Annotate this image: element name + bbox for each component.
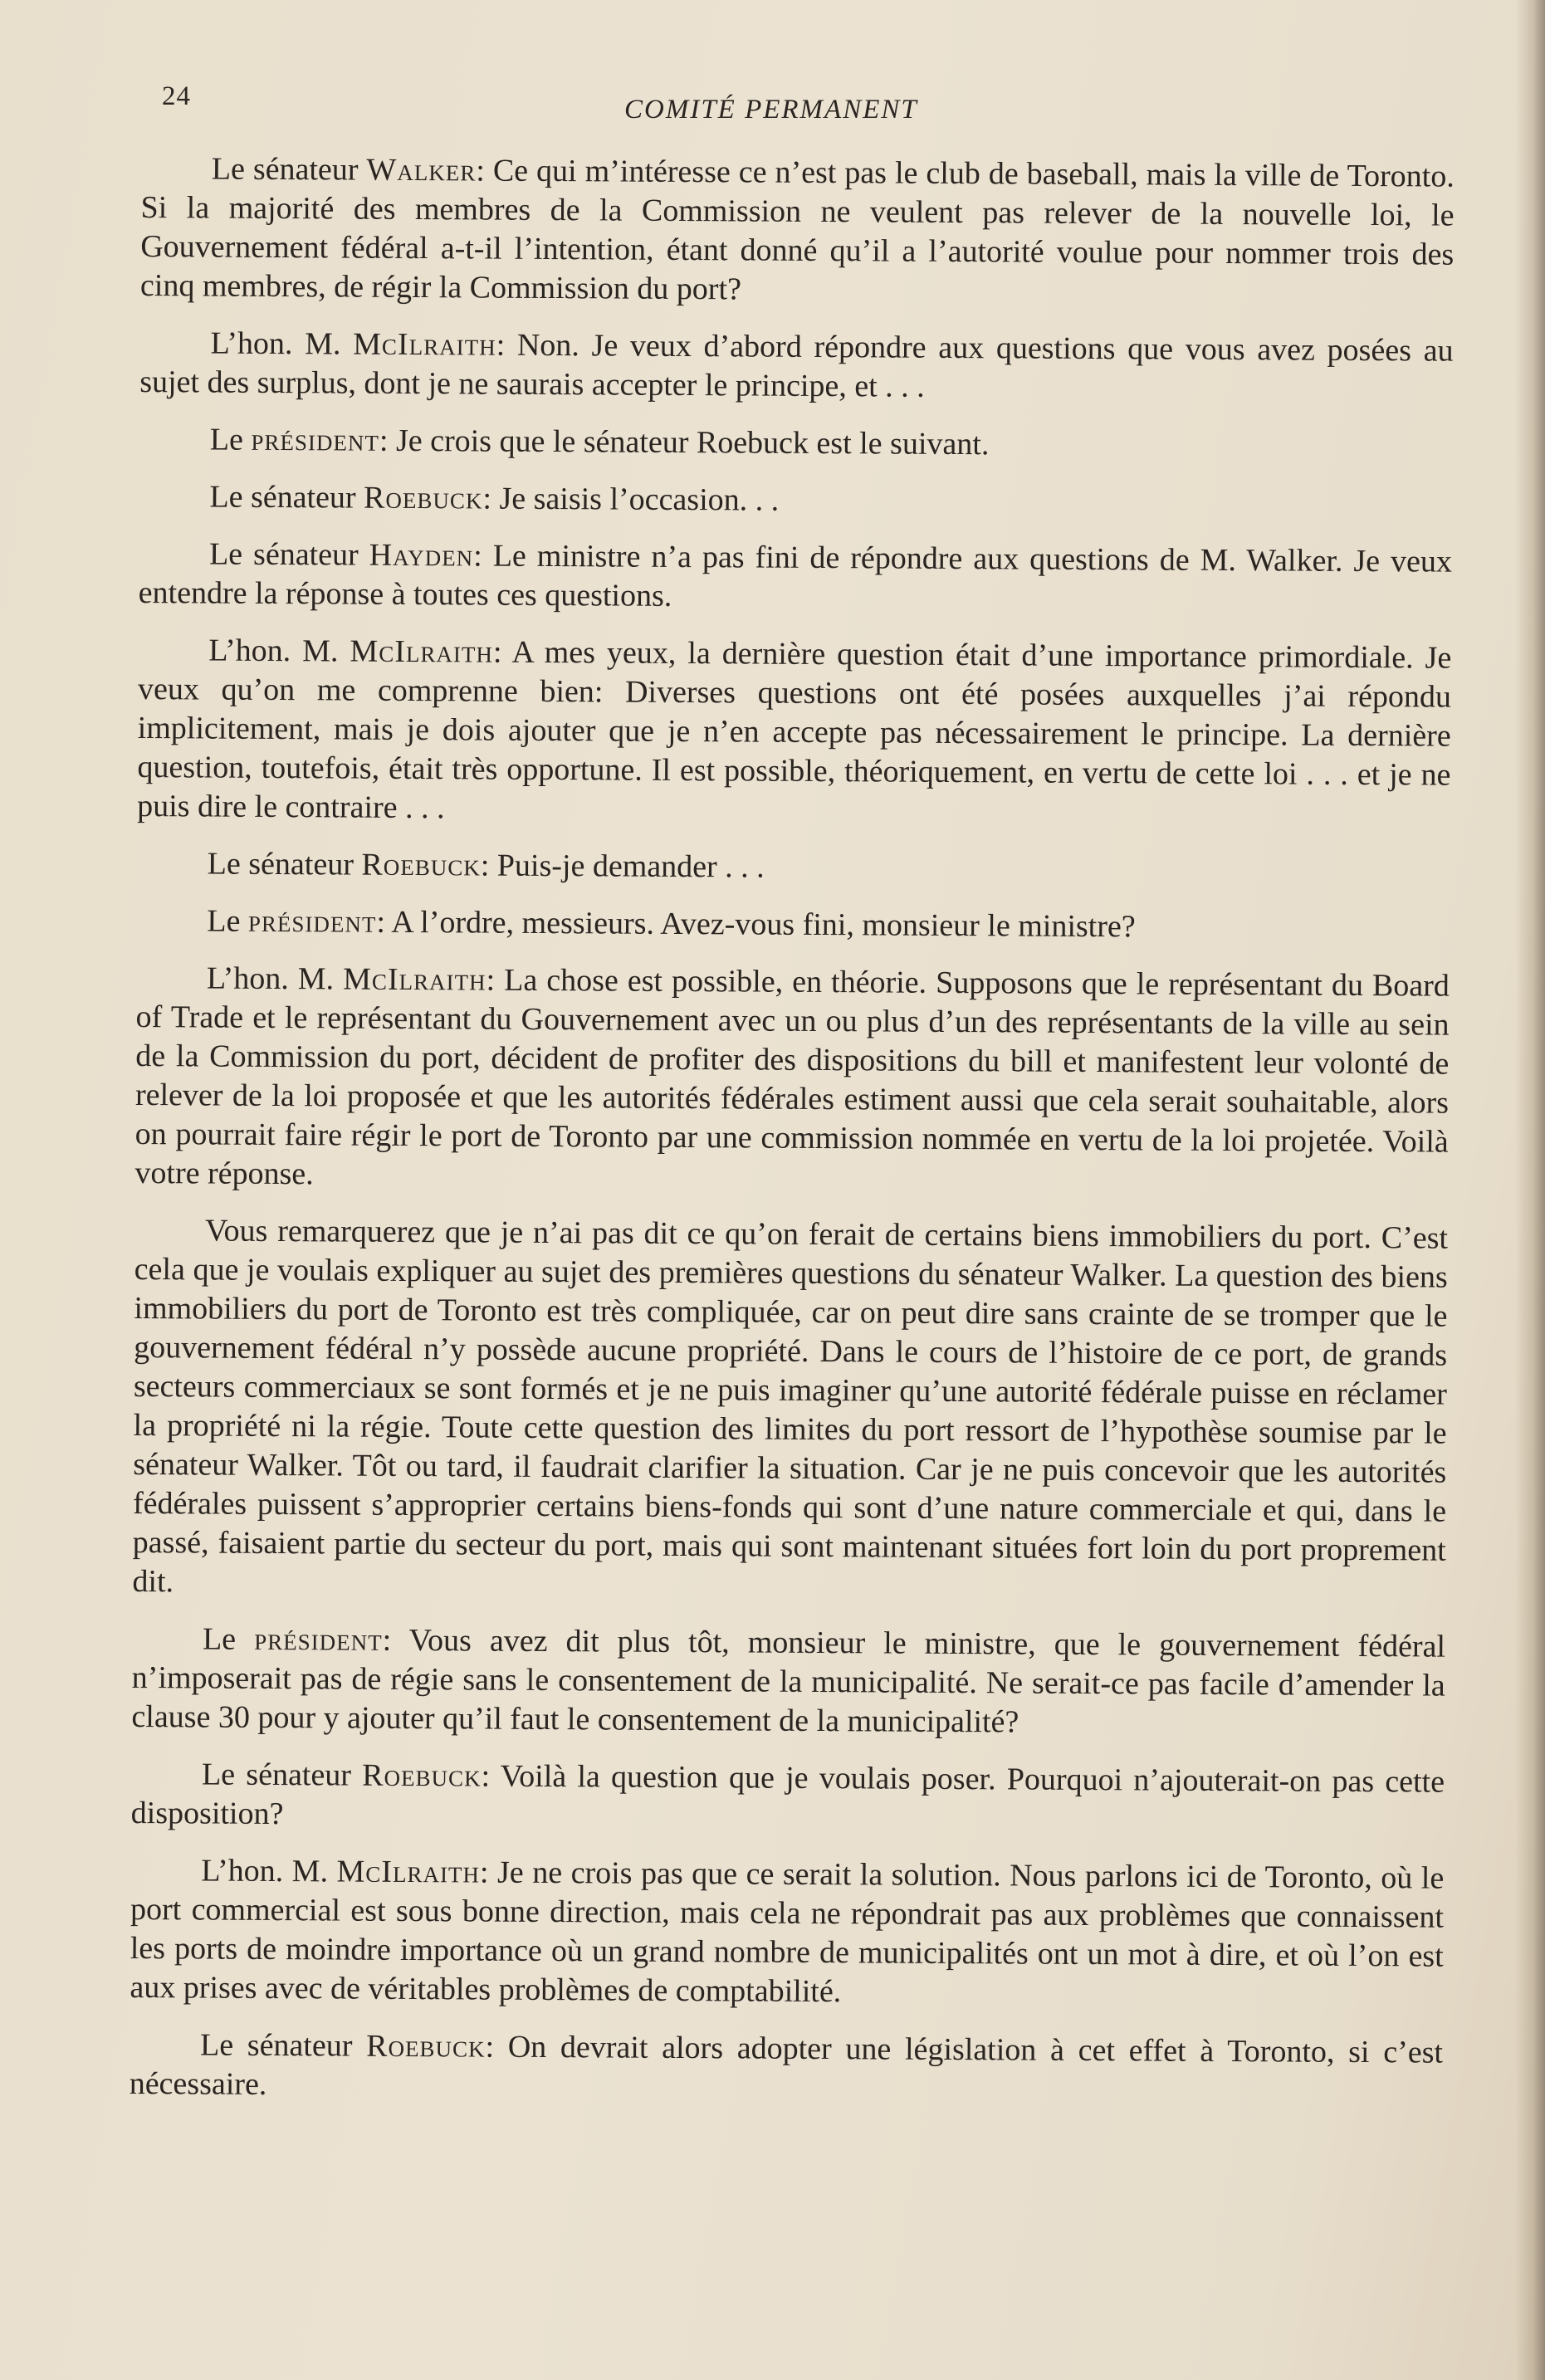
paragraph-text: : Vous avez dit plus tôt, monsieur le ministre, que le gouvernement fédéral n’imposerait pas de régie sans le consentement de la municipalité. Ne serait-ce pas facile d’amender la clause 30 pour y ajouter qu’il faut le consentement de la municipalité?	[131, 1622, 1446, 1740]
speaker-name: Roebuck	[364, 480, 483, 516]
body-text	[129, 149, 1454, 2130]
paragraph-text: : Le ministre n’a pas fini de répondre aux questions de M. Walker. Je veux entendre la réponse à toutes ces questions.	[138, 538, 1453, 613]
paragraph-text: : Je ne crois pas que ce serait la solution. Nous parlons ici de Toronto, où le port commercial est sous bonne direction, mais cela ne répondrait pas aux problèmes que connaissent les ports de moindre importance où un grand nombre de municipalités ont un mot à dire, et où l’on est aux prises avec de véritables problèmes de comptabilité.	[130, 1855, 1445, 2010]
paragraph	[136, 902, 1450, 949]
speaker-name: McIlraith	[350, 633, 494, 670]
speaker-title: Le sénateur	[201, 1757, 363, 1793]
speaker-title: L’hon. M.	[210, 325, 354, 362]
paragraph-text: : A l’ordre, messieurs. Avez-vous fini, monsieur le ministre?	[376, 904, 1136, 945]
paragraph	[137, 631, 1451, 834]
speaker-title: Le	[207, 903, 249, 939]
paragraph-text: : Je saisis l’occasion. . .	[482, 481, 780, 518]
speaker-title: L’hon. M.	[208, 633, 350, 669]
paragraph	[140, 149, 1455, 314]
paragraph-text: : Ce qui m’intéresse ce n’est pas le club de baseball, mais la ville de Toronto. Si la majorité des membres de la Commission ne veulent pas relever de la nouvelle loi, le Gouvernement fédéral a-t-il l’intention, étant donné qu’il a l’autorité voulue pour nommer trois des cinq membres, de régir la Commission du port?	[139, 153, 1455, 307]
paragraph-text: : Non. Je veux d’abord répondre aux questions que vous avez posées au sujet des surplus, dont je ne saurais accepter le principe, et . . .	[139, 327, 1454, 404]
paragraph	[139, 477, 1452, 525]
paragraph	[130, 1851, 1444, 2016]
running-head: COMITÉ PERMANENT	[624, 95, 918, 125]
page-number: 24	[162, 81, 191, 111]
speaker-name: Roebuck	[361, 847, 481, 883]
paragraph-text: : Voilà la question que je voulais poser. Pourquoi n’ajouterait-on pas cette disposition?	[130, 1758, 1445, 1832]
speaker-name: McIlraith	[343, 961, 486, 998]
speaker-name: Walker	[366, 152, 477, 188]
paragraph-text: : A mes yeux, la dernière question était d’une importance primordiale. Je veux qu’on me comprenne bien: Diverses questions ont été posées auxquelles j’ai répondu implicitement, mais je dois ajouter que je n’en accepte pas nécessairement le principe. La dernière question, toutefois, était très opportune. Il est possible, théoriquement, en vertu de cette loi . . . et je ne puis dire le contraire . . .	[137, 634, 1452, 826]
speaker-name: Roebuck	[362, 1757, 482, 1794]
speaker-name: Hayden	[369, 537, 474, 574]
speaker-name: président	[247, 903, 377, 940]
speaker-name: McIlraith	[353, 326, 496, 363]
speaker-title: Le	[209, 422, 252, 457]
paragraph	[130, 2026, 1444, 2112]
paragraph-text: Vous remarquerez que je n’ai pas dit ce qu’on ferait de certains biens immobiliers du port. C’est cela que je voulais expliquer au sujet des premières questions du sénateur Walker. La question des biens immobiliers du port de Toronto est très compliquée, car on peut dire sans crainte de se tromper que le gouvernement fédéral n’y possède aucune propriété. Dans le cours de l’histoire de ce port, de grands secteurs commerciaux se sont formés et je ne puis imaginer qu’une autorité fédérale puisse en réclamer la propriété ni la régie. Toute cette question des limites du port ressort de l’hypothèse soumise par le sénateur Walker. Tôt ou tard, il faudrait clarifier la situation. Car je ne puis concevoir que les autorités fédérales puissent s’approprier certains biens-fonds qui sont d’une nature commerciale et qui, dans le passé, faisaient partie du secteur du port, mais qui sont maintenant situées fort loin du port proprement dit.	[132, 1213, 1449, 1600]
paragraph	[134, 959, 1450, 1201]
paragraph-text: : Puis-je demander . . .	[480, 848, 765, 885]
paragraph	[139, 420, 1453, 467]
paragraph-text: : La chose est possible, en théorie. Supposons que le représentant du Board of Trade et le représentant du Gouvernement avec un ou plus d’un des représentants de la ville au sein de la Commission du port, décident de profiter des dispositions du bill et manifestent leur volonté de relever de la loi proposée et que les autorités fédérales estiment aussi que cela serait souhaitable, alors on pourrait faire régir le port de Toronto par une commission nommée en vertu de la loi projetée. Voilà votre réponse.	[134, 962, 1450, 1192]
speaker-name: McIlraith	[336, 1854, 481, 1890]
paragraph-text: : Je crois que le sénateur Roebuck est le suivant.	[379, 423, 990, 462]
paragraph	[139, 535, 1453, 621]
speaker-title: Le sénateur	[207, 846, 362, 882]
paragraph	[137, 844, 1450, 892]
speaker-name: président	[251, 422, 380, 458]
speaker-name: président	[254, 1621, 383, 1658]
speaker-title: L’hon. M.	[206, 960, 344, 997]
speaker-title: L’hon. M.	[201, 1853, 337, 1889]
paragraph	[132, 1211, 1448, 1610]
paragraph	[131, 1755, 1445, 1841]
page-edge-shadow	[1515, 0, 1545, 2380]
paragraph	[131, 1620, 1445, 1745]
speaker-title: Le sénateur	[211, 151, 367, 188]
paragraph	[139, 324, 1454, 410]
speaker-title: Le sénateur	[199, 2027, 367, 2064]
speaker-title: Le sénateur	[208, 536, 369, 573]
speaker-name: Roebuck	[366, 2028, 486, 2065]
paragraph-text: : On devrait alors adopter une législation à cet effet à Toronto, si c’est nécessaire.	[129, 2029, 1444, 2102]
speaker-title: Le sénateur	[209, 479, 364, 516]
speaker-title: Le	[202, 1621, 255, 1657]
